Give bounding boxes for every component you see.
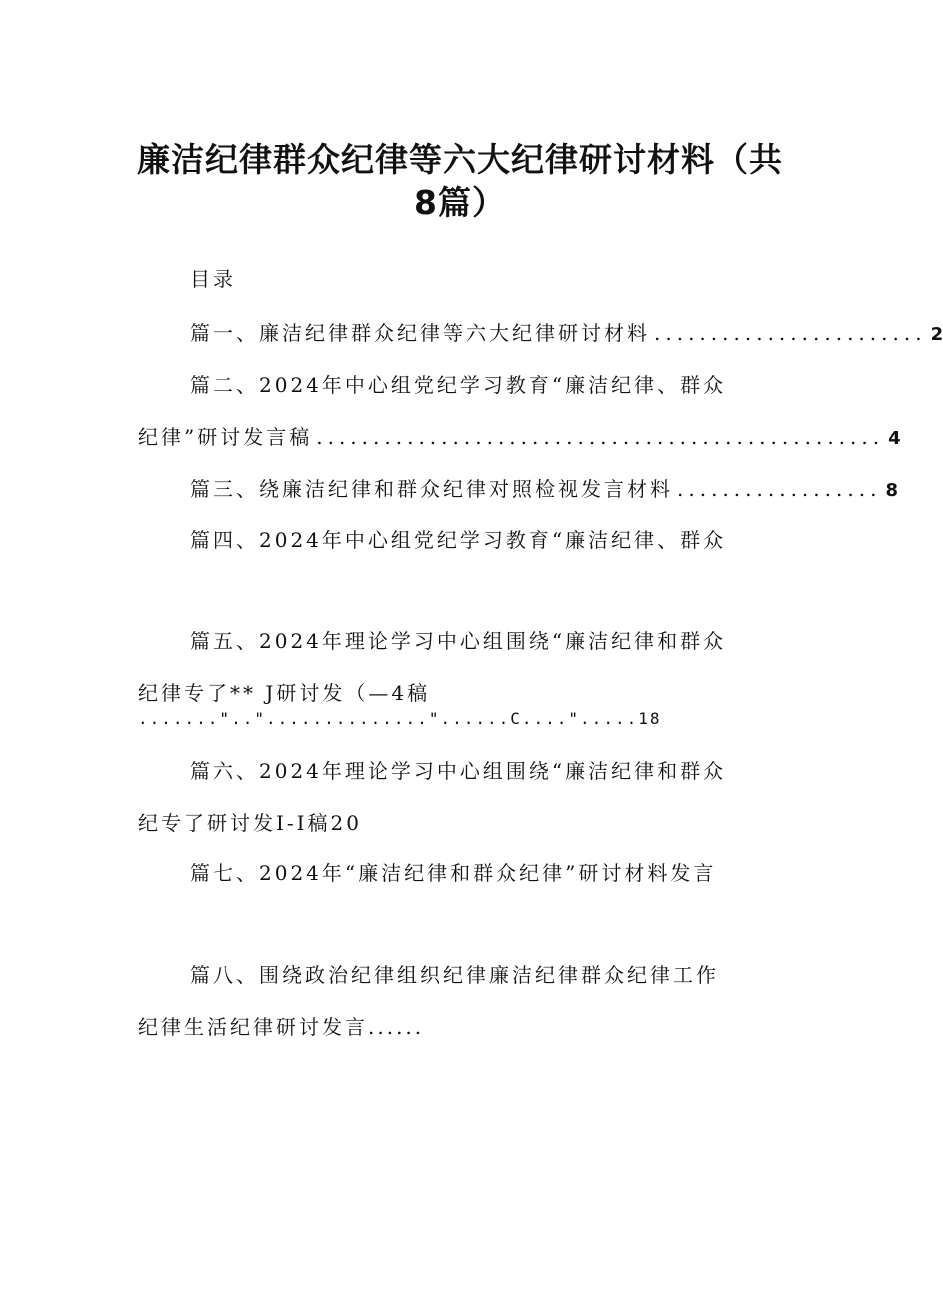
toc-entry-label: 篇一、廉洁纪律群众纪律等六大纪律研讨材料 <box>190 321 650 345</box>
toc-entry-3[interactable] <box>190 476 898 504</box>
toc-page-number: 2 <box>930 324 943 345</box>
toc-leader-dots: ........................ <box>654 321 927 345</box>
toc-entry-6-line-1[interactable]: 篇六、2024年理论学习中心组围绕“廉洁纪律和群众 <box>190 759 727 783</box>
document-title-line-2: 8篇） <box>414 183 506 222</box>
toc-entry-7-line-1[interactable]: 篇七、2024年“廉洁纪律和群众纪律”研讨材料发言 <box>190 861 717 885</box>
toc-leader-dots: .................................................. <box>316 425 885 449</box>
toc-page-number: 4 <box>888 428 901 449</box>
toc-entry-4-line-1[interactable]: 篇四、2024年中心组党纪学习教育“廉洁纪律、群众 <box>190 528 727 552</box>
toc-entry-label: 篇三、绕廉洁纪律和群众纪律对照检视发言材料 <box>190 477 673 501</box>
toc-entry-2[interactable] <box>138 424 901 452</box>
toc-entry-5-line-1[interactable]: 篇五、2024年理论学习中心组围绕“廉洁纪律和群众 <box>190 629 727 653</box>
toc-entry-6-line-2[interactable]: 纪专了研讨发I-I稿20 <box>138 811 363 835</box>
toc-entry-label: 纪律”研讨发言稿 <box>138 425 313 449</box>
toc-entry-5-line-2[interactable]: 纪律专了** J研讨发（—4稿 <box>138 681 431 705</box>
toc-entry-8-line-2[interactable]: 纪律生活纪律研讨发言...... <box>138 1015 425 1039</box>
toc-heading: 目录 <box>190 267 236 291</box>
toc-entry-8-line-1[interactable]: 篇八、围绕政治纪律组织纪律廉洁纪律群众纪律工作 <box>190 963 719 987</box>
toc-entry-5-line-3: ......."..".............."......C....".....18 <box>138 709 662 728</box>
document-title-line-1: 廉洁纪律群众纪律等六大纪律研讨材料（共 <box>137 140 783 179</box>
toc-entry-1[interactable] <box>190 320 943 348</box>
toc-page-number: 8 <box>885 480 898 501</box>
toc-entry-2-line-1[interactable]: 篇二、2024年中心组党纪学习教育“廉洁纪律、群众 <box>190 373 727 397</box>
toc-leader-dots: .................. <box>677 477 882 501</box>
